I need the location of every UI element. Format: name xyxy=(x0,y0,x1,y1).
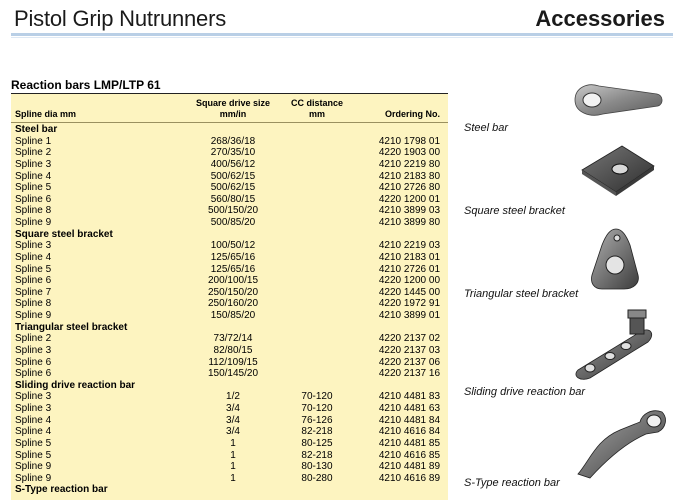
ordering-number-cell: 4220 1903 00 xyxy=(378,147,440,159)
triangular-steel-bracket-photo-icon xyxy=(586,225,646,293)
table-row xyxy=(11,147,448,159)
square-drive-cell: 560/80/15 xyxy=(210,193,256,205)
ordering-number-cell: 4210 2183 80 xyxy=(378,170,440,182)
table-row xyxy=(11,252,448,264)
square-drive-cell: 1 xyxy=(230,472,236,484)
cc-distance-cell: 80-125 xyxy=(301,437,333,449)
spline-cell: Spline 3 xyxy=(15,391,52,403)
spline-cell: Spline 3 xyxy=(15,240,52,252)
table-row xyxy=(11,136,448,148)
spline-cell: Spline 5 xyxy=(15,263,52,275)
square-drive-cell: 150/85/20 xyxy=(210,310,256,321)
square-drive-cell: 1 xyxy=(230,449,236,461)
column-header-cc-line1: CC distance xyxy=(290,98,343,108)
square-steel-bracket-photo-icon xyxy=(578,140,658,200)
table-row xyxy=(11,298,448,310)
accessory-label-triangular-steel-bracket: Triangular steel bracket xyxy=(464,288,579,300)
group-heading-label: Triangular steel bracket xyxy=(15,321,128,333)
ordering-number-cell: 4210 4481 85 xyxy=(378,437,440,449)
accessory-label-square-steel-bracket: Square steel bracket xyxy=(464,205,565,217)
spec-table xyxy=(11,94,448,500)
spline-cell: Spline 3 xyxy=(15,403,52,414)
square-drive-cell: 82/80/15 xyxy=(213,344,253,356)
spline-cell: Spline 9 xyxy=(15,217,52,228)
spline-cell: Spline 6 xyxy=(15,356,52,368)
spline-cell: Spline 4 xyxy=(15,426,52,438)
ordering-number-cell: 4220 2137 02 xyxy=(378,333,440,345)
square-drive-cell: 200/100/15 xyxy=(207,275,259,287)
square-drive-cell: 500/85/20 xyxy=(210,217,256,228)
column-header-square-line2: mm/in xyxy=(219,109,247,119)
square-drive-cell: 3/4 xyxy=(226,414,240,426)
square-drive-cell: 400/56/12 xyxy=(210,158,256,170)
s-type-reaction-bar-photo-icon xyxy=(570,400,670,480)
ordering-number-cell: 4220 2137 03 xyxy=(378,344,440,356)
table-row xyxy=(11,345,448,357)
spline-cell: Spline 4 xyxy=(15,170,52,182)
table-row xyxy=(11,403,448,415)
spline-cell: Spline 1 xyxy=(15,135,52,147)
steel-bar-photo-icon xyxy=(565,74,665,130)
spline-cell: Spline 5 xyxy=(15,449,52,461)
table-row xyxy=(11,426,448,438)
table-row xyxy=(11,473,448,485)
spline-cell: Spline 2 xyxy=(15,147,52,159)
cc-distance-cell: 82-218 xyxy=(301,449,333,461)
header-rule xyxy=(11,33,673,36)
square-drive-cell: 1 xyxy=(230,437,236,449)
spline-cell: Spline 9 xyxy=(15,461,52,473)
square-drive-cell: 500/62/15 xyxy=(210,170,256,182)
spline-cell: Spline 6 xyxy=(15,193,52,205)
spline-cell: Spline 3 xyxy=(15,344,52,356)
ordering-number-cell: 4210 1798 01 xyxy=(378,135,440,147)
table-rows xyxy=(11,124,448,496)
square-drive-cell: 112/109/15 xyxy=(208,356,258,368)
table-row xyxy=(11,287,448,299)
table-row xyxy=(11,159,448,171)
table-row xyxy=(11,333,448,345)
spline-cell: Spline 6 xyxy=(15,368,52,380)
table-group-heading xyxy=(11,322,448,334)
group-heading-label: S-Type reaction bar xyxy=(15,484,108,496)
header-section: Accessories xyxy=(535,6,665,31)
table-row xyxy=(11,368,448,380)
table-row xyxy=(11,310,448,322)
square-drive-cell: 250/160/20 xyxy=(207,298,259,310)
accessory-label-s-type-reaction-bar: S-Type reaction bar xyxy=(464,477,560,489)
square-drive-cell: 268/36/18 xyxy=(210,135,256,147)
table-row xyxy=(11,450,448,462)
square-drive-cell: 125/65/16 xyxy=(210,251,256,263)
accessory-label-sliding-drive-reaction-bar: Sliding drive reaction bar xyxy=(464,386,586,398)
square-drive-cell: 1/2 xyxy=(226,391,240,403)
spline-cell: Spline 7 xyxy=(15,286,52,298)
ordering-number-cell: 4210 3899 01 xyxy=(378,310,440,321)
square-drive-cell: 1 xyxy=(230,461,236,473)
square-drive-cell: 500/62/15 xyxy=(210,182,256,194)
cc-distance-cell: 82-218 xyxy=(301,426,333,438)
ordering-number-cell: 4210 4616 85 xyxy=(378,449,440,461)
ordering-number-cell: 4220 2137 16 xyxy=(378,368,440,380)
square-drive-cell: 150/145/20 xyxy=(207,368,259,380)
ordering-number-cell: 4210 4616 84 xyxy=(378,426,440,438)
square-drive-cell: 270/35/10 xyxy=(210,147,256,159)
spline-cell: Spline 9 xyxy=(15,310,52,321)
ordering-number-cell: 4220 2137 06 xyxy=(378,356,440,368)
table-row xyxy=(11,205,448,217)
column-header-rule xyxy=(11,122,448,123)
spline-cell: Spline 2 xyxy=(15,333,52,345)
group-heading-label: Steel bar xyxy=(15,124,58,135)
square-drive-cell: 125/65/16 xyxy=(210,263,256,275)
column-header-square-line1: Square drive size xyxy=(195,98,271,108)
table-group-heading xyxy=(11,124,448,136)
spline-cell: Spline 4 xyxy=(15,251,52,263)
group-heading-label: Sliding drive reaction bar xyxy=(15,379,136,391)
table-group-heading xyxy=(11,484,448,496)
column-header-ordering: Ordering No. xyxy=(384,109,440,119)
square-drive-cell: 500/150/20 xyxy=(207,205,259,217)
ordering-number-cell: 4210 2183 01 xyxy=(378,251,440,263)
column-header-square-drive xyxy=(194,98,272,120)
column-header-cc-line2: mm xyxy=(308,109,325,119)
square-drive-cell: 250/150/20 xyxy=(207,286,259,298)
table-row xyxy=(11,275,448,287)
sliding-drive-reaction-bar-photo-icon xyxy=(568,306,660,380)
table-row xyxy=(11,438,448,450)
ordering-number-cell: 4210 3899 03 xyxy=(378,205,440,217)
ordering-number-cell: 4210 2219 80 xyxy=(378,158,440,170)
ordering-number-cell: 4220 1972 91 xyxy=(378,298,440,310)
spline-cell: Spline 3 xyxy=(15,158,52,170)
ordering-number-cell: 4210 4481 84 xyxy=(378,414,440,426)
ordering-number-cell: 4210 2726 01 xyxy=(378,263,440,275)
table-row xyxy=(11,171,448,183)
ordering-number-cell: 4210 3899 80 xyxy=(378,217,440,228)
cc-distance-cell: 80-280 xyxy=(301,472,333,484)
table-group-heading xyxy=(11,229,448,241)
table-row xyxy=(11,217,448,229)
table-row xyxy=(11,182,448,194)
spline-cell: Spline 5 xyxy=(15,437,52,449)
table-row xyxy=(11,264,448,276)
accessory-label-steel-bar: Steel bar xyxy=(464,122,509,134)
table-row xyxy=(11,461,448,473)
table-row xyxy=(11,415,448,427)
table-group-heading xyxy=(11,380,448,392)
ordering-number-cell: 4220 1200 00 xyxy=(378,275,440,287)
cc-distance-cell: 70-120 xyxy=(301,391,333,403)
ordering-number-cell: 4220 1445 00 xyxy=(378,286,440,298)
cc-distance-cell: 80-130 xyxy=(301,461,333,473)
ordering-number-cell: 4220 1200 01 xyxy=(378,193,440,205)
square-drive-cell: 3/4 xyxy=(226,403,240,414)
cc-distance-cell: 76-126 xyxy=(301,414,333,426)
spline-cell: Spline 8 xyxy=(15,298,52,310)
table-row xyxy=(11,391,448,403)
table-row xyxy=(11,240,448,252)
square-drive-cell: 100/50/12 xyxy=(210,240,256,252)
table-row xyxy=(11,357,448,369)
ordering-number-cell: 4210 2726 80 xyxy=(378,182,440,194)
spline-cell: Spline 4 xyxy=(15,414,52,426)
spline-cell: Spline 9 xyxy=(15,472,52,484)
column-header-spline: Spline dia mm xyxy=(15,109,77,119)
spline-cell: Spline 6 xyxy=(15,275,52,287)
spline-cell: Spline 8 xyxy=(15,205,52,217)
table-title: Reaction bars LMP/LTP 61 xyxy=(11,78,161,92)
table-row xyxy=(11,194,448,206)
header-rule-light xyxy=(11,37,673,38)
header-title: Pistol Grip Nutrunners xyxy=(14,6,227,31)
ordering-number-cell: 4210 2219 03 xyxy=(378,240,440,252)
spline-cell: Spline 5 xyxy=(15,182,52,194)
square-drive-cell: 73/72/14 xyxy=(213,333,253,345)
column-header-cc-distance xyxy=(287,98,347,120)
cc-distance-cell: 70-120 xyxy=(301,403,333,414)
ordering-number-cell: 4210 4481 83 xyxy=(378,391,440,403)
ordering-number-cell: 4210 4481 89 xyxy=(378,461,440,473)
square-drive-cell: 3/4 xyxy=(226,426,240,438)
group-heading-label: Square steel bracket xyxy=(15,228,113,240)
ordering-number-cell: 4210 4481 63 xyxy=(378,403,440,414)
ordering-number-cell: 4210 4616 89 xyxy=(378,472,440,484)
